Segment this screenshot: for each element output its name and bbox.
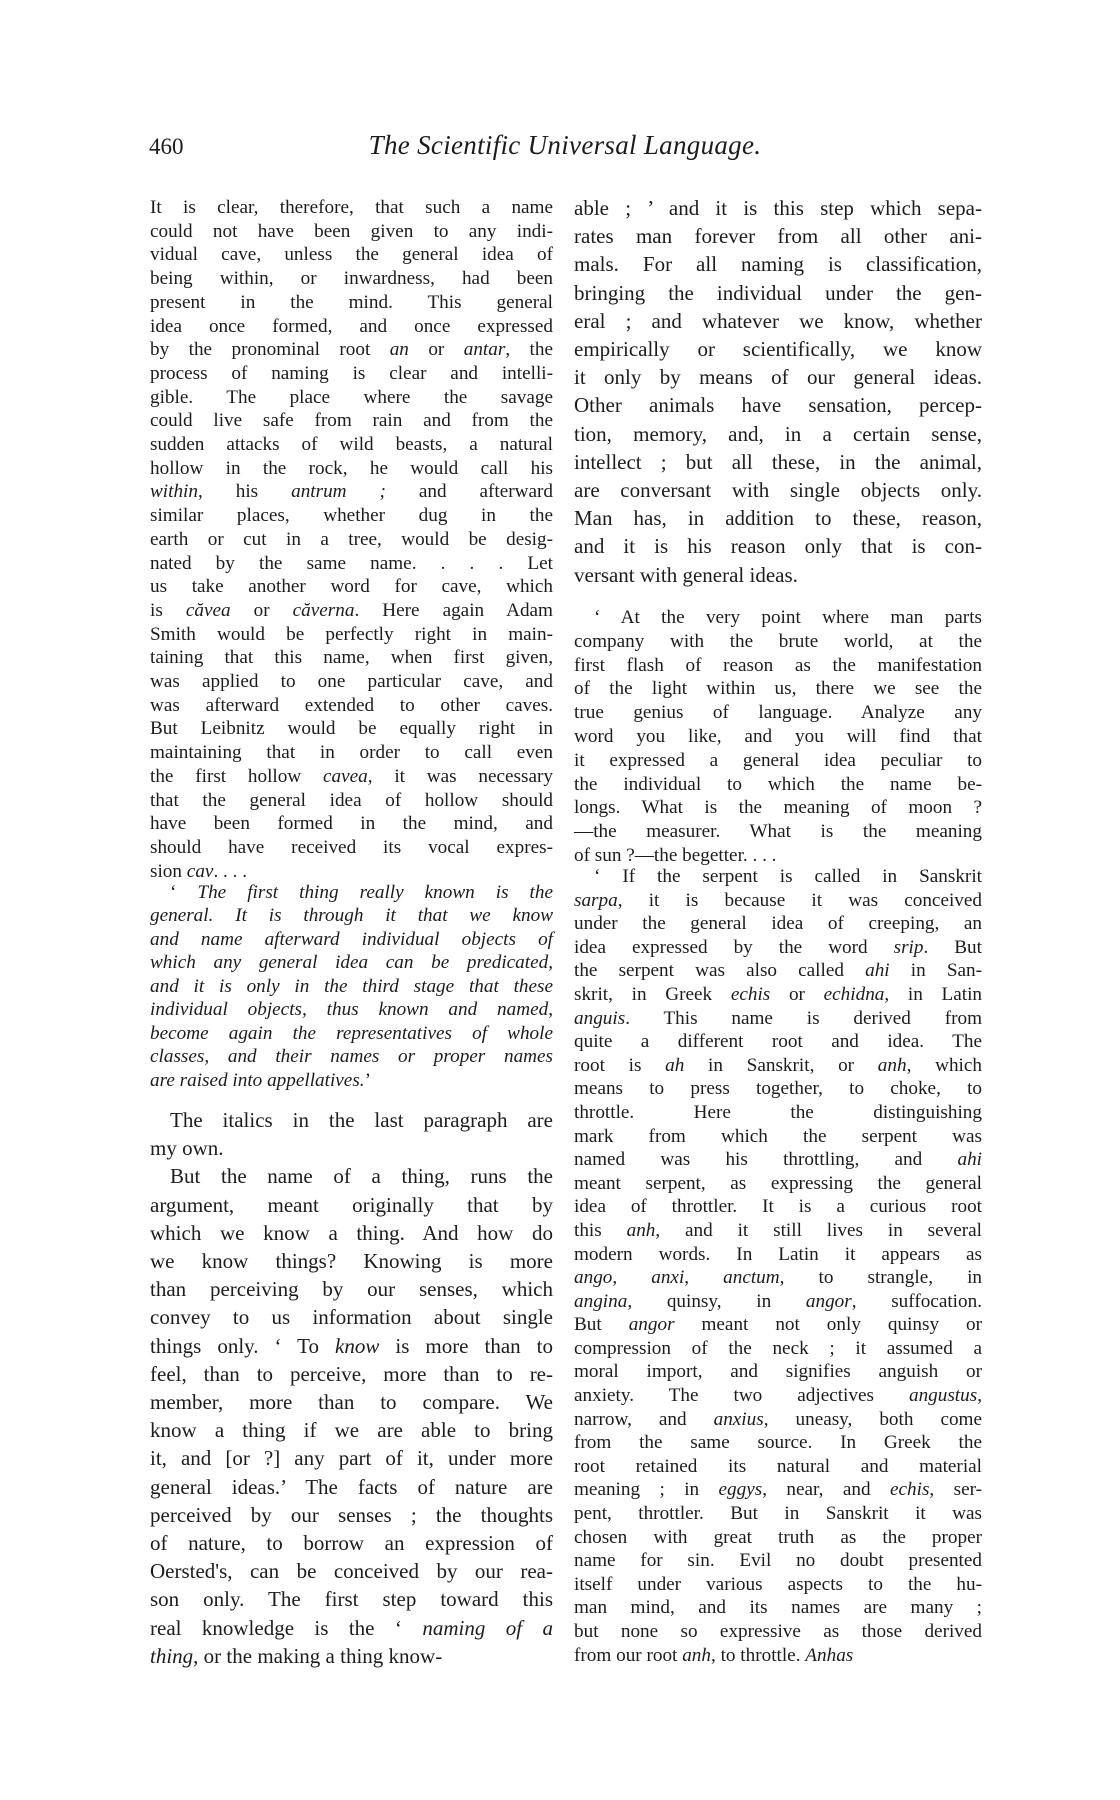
text-line: The italics in the last paragraph are <box>170 1108 553 1132</box>
right-column-text-top <box>574 194 982 589</box>
text-line: perceived by our senses ; the thoughts <box>150 1502 553 1527</box>
text-line: idea of throttler. It is a curious root <box>574 1196 982 1218</box>
text-line: present in the mind. This general <box>150 291 553 313</box>
text-line: process of naming is clear and intelli- <box>150 362 553 384</box>
text-line: similar places, whether dug in the <box>150 505 553 527</box>
text-line: eral ; and whatever we know, whether <box>574 308 982 333</box>
text-line: that the general idea of hollow should <box>150 789 553 811</box>
text-line: and name afterward individual objects of <box>150 928 553 950</box>
text-line: ‘ The first thing really known is the <box>170 882 554 903</box>
text-line: of the light within us, there we see the <box>574 678 982 700</box>
text-line: word you like, and you will find that <box>574 725 982 747</box>
text-line: Oersted's, can be conceived by our rea- <box>150 1559 553 1584</box>
text-line: become again the representatives of whole <box>150 1022 553 1044</box>
text-line: it only by means of our general ideas. <box>574 365 982 390</box>
text-line: quite a different root and idea. The <box>574 1031 982 1053</box>
left-column-quotation <box>150 881 553 1092</box>
text-line: sion cav. . . . <box>150 860 248 882</box>
text-line: from the same source. In Greek the <box>574 1432 982 1454</box>
text-line: root is ah in Sanskrit, or anh, which <box>574 1054 982 1076</box>
text-line: man mind, and its names are many ; <box>574 1597 982 1619</box>
text-line: itself under various aspects to the hu- <box>574 1573 982 1595</box>
text-line: know a thing if we are able to bring <box>150 1418 553 1443</box>
text-line: mals. For all naming is classification, <box>574 252 982 277</box>
text-line: argument, meant originally that by <box>150 1192 553 1217</box>
text-line: But the name of a thing, runs the <box>170 1164 553 1189</box>
text-line: are conversant with single objects only. <box>574 478 982 503</box>
text-line: angina, quinsy, in angor, suffocation. <box>574 1290 982 1312</box>
text-line: taining that this name, when first given, <box>150 647 553 669</box>
text-line: within, his antrum ; and afterward <box>150 481 554 503</box>
text-line: than perceiving by our senses, which <box>150 1277 553 1302</box>
text-line: company with the brute world, at the <box>574 630 982 652</box>
text-line: earth or cut in a tree, would be desig- <box>150 528 553 550</box>
text-line: Man has, in addition to these, reason, <box>574 506 982 531</box>
text-line: we know things? Knowing is more <box>150 1249 553 1274</box>
running-title: The Scientific Universal Language. <box>368 130 762 160</box>
text-line: member, more than to compare. We <box>150 1390 553 1415</box>
text-line: and it is only in the third stage that these <box>150 975 553 997</box>
text-line: could live safe from rain and from the <box>150 410 553 432</box>
text-line: It is clear, therefore, that such a name <box>150 197 553 218</box>
text-line: anxiety. The two adjectives angustus, <box>574 1385 982 1407</box>
text-line: was afterward extended to other caves. <box>150 694 553 716</box>
text-line: general ideas.’ The facts of nature are <box>150 1474 553 1499</box>
text-line: ango, anxi, anctum, to strangle, in <box>574 1267 983 1289</box>
text-line: the first hollow cavea, it was necessary <box>150 765 553 787</box>
text-line: root retained its natural and material <box>574 1455 982 1477</box>
text-line: meaning ; in eggys, near, and echis, ser- <box>574 1479 982 1501</box>
text-line: true genius of language. Analyze any <box>574 702 982 724</box>
text-line: anguis. This name is derived from <box>574 1007 982 1029</box>
text-line: of nature, to borrow an expression of <box>150 1531 553 1556</box>
text-line: classes, and their names or proper names <box>150 1046 553 1068</box>
text-line: hollow in the rock, he would call his <box>150 457 553 479</box>
text-line: throttle. Here the distinguishing <box>574 1101 982 1123</box>
text-line: have been formed in the mind, and <box>150 813 553 835</box>
text-line: by the pronominal root an or antar, the <box>150 339 553 361</box>
text-line: —the measurer. What is the meaning <box>574 821 982 843</box>
text-line: pent, throttler. But in Sanskrit it was <box>574 1503 982 1525</box>
text-line: the serpent was also called ahi in San- <box>574 960 982 982</box>
text-line: being within, or inwardness, had been <box>150 268 553 290</box>
text-line: Smith would be perfectly right in main- <box>150 623 553 645</box>
text-line: is căvea or căverna. Here again Adam <box>150 599 553 621</box>
right-column-quotation-serpent <box>574 865 982 1667</box>
text-line: was applied to one particular cave, and <box>150 671 553 693</box>
text-line: but none so expressive as those derived <box>574 1621 982 1642</box>
text-line: real knowledge is the ‘ naming of a <box>150 1615 553 1640</box>
text-line: But Leibnitz would be equally right in <box>150 718 553 740</box>
text-line: general. It is through it that we know <box>150 905 553 927</box>
text-line: it expressed a general idea peculiar to <box>574 749 982 771</box>
text-line: named was his throttling, and ahi <box>574 1149 982 1171</box>
text-line: rates man forever from all other ani- <box>574 224 982 249</box>
text-line: But angor meant not only quinsy or <box>574 1314 982 1336</box>
left-column-text-bottom <box>150 1106 553 1670</box>
text-line: ‘ At the very point where man parts <box>594 607 982 628</box>
text-line: mark from which the serpent was <box>574 1125 982 1147</box>
text-line: idea expressed by the word srip. But <box>574 936 982 958</box>
text-line: are raised into appellatives.’ <box>150 1069 371 1091</box>
text-line: meant serpent, as expressing the general <box>574 1172 982 1194</box>
text-line: tion, memory, and, in a certain sense, <box>574 421 982 446</box>
text-line: could not have been given to any indi- <box>150 220 553 242</box>
text-line: sarpa, it is because it was conceived <box>574 889 982 911</box>
text-line: gible. The place where the savage <box>150 386 553 408</box>
text-line: sudden attacks of wild beasts, a natural <box>150 434 553 456</box>
text-line: the individual to which the name be- <box>574 773 982 795</box>
right-column-quotation-moon <box>574 606 982 868</box>
text-line: and it is his reason only that is con- <box>574 534 982 559</box>
text-line: able ; ’ and it is this step which sepa- <box>574 196 982 220</box>
text-line: Other animals have sensation, percep- <box>574 393 982 418</box>
text-line: which any general idea can be predicated, <box>150 952 553 974</box>
text-line: feel, than to perceive, more than to re- <box>150 1361 553 1386</box>
text-line: things only. ‘ To know is more than to <box>150 1333 553 1358</box>
text-line: intellect ; but all these, in the animal, <box>574 449 982 474</box>
text-line: means to press together, to choke, to <box>574 1078 982 1100</box>
text-line: vidual cave, unless the general idea of <box>150 244 553 266</box>
text-line: from our root anh, to throttle. Anhas <box>574 1644 854 1666</box>
text-line: which we know a thing. And how do <box>150 1220 553 1245</box>
text-line: modern words. In Latin it appears as <box>574 1243 982 1265</box>
text-line: us take another word for cave, which <box>150 576 553 598</box>
text-line: bringing the individual under the gen- <box>574 280 982 305</box>
text-line: skrit, in Greek echis or echidna, in Latin <box>574 983 983 1005</box>
text-line: it, and [or ?] any part of it, under more <box>150 1446 553 1471</box>
text-line: my own. <box>150 1136 224 1161</box>
text-line: ‘ If the serpent is called in Sanskrit <box>594 866 982 887</box>
text-line: convey to us information about single <box>150 1305 553 1330</box>
text-line: should have received its vocal expres- <box>150 836 553 858</box>
page-number: 460 <box>149 134 184 159</box>
left-column-text-top <box>150 196 553 883</box>
text-line: chosen with great truth as the proper <box>574 1526 982 1548</box>
text-line: narrow, and anxius, uneasy, both come <box>574 1408 982 1430</box>
text-line: idea once formed, and once expressed <box>150 315 553 337</box>
text-line: this anh, and it still lives in several <box>574 1219 982 1241</box>
text-line: versant with general ideas. <box>574 562 798 587</box>
text-line: longs. What is the meaning of moon ? <box>574 797 982 819</box>
text-line: compression of the neck ; it assumed a <box>574 1337 982 1359</box>
text-line: empirically or scientifically, we know <box>574 337 982 362</box>
text-line: son only. The first step toward this <box>150 1587 553 1612</box>
text-line: thing, or the making a thing know- <box>150 1643 443 1668</box>
text-line: nated by the same name. . . . Let <box>150 552 553 574</box>
text-line: name for sin. Evil no doubt presented <box>574 1550 982 1572</box>
text-line: of sun ?—the begetter. . . . <box>574 844 777 866</box>
text-line: maintaining that in order to call even <box>150 742 553 764</box>
text-line: under the general idea of creeping, an <box>574 913 982 935</box>
text-line: moral import, and signifies anguish or <box>574 1361 982 1383</box>
text-line: first flash of reason as the manifestation <box>574 654 982 676</box>
text-line: individual objects, thus known and named, <box>150 999 553 1021</box>
